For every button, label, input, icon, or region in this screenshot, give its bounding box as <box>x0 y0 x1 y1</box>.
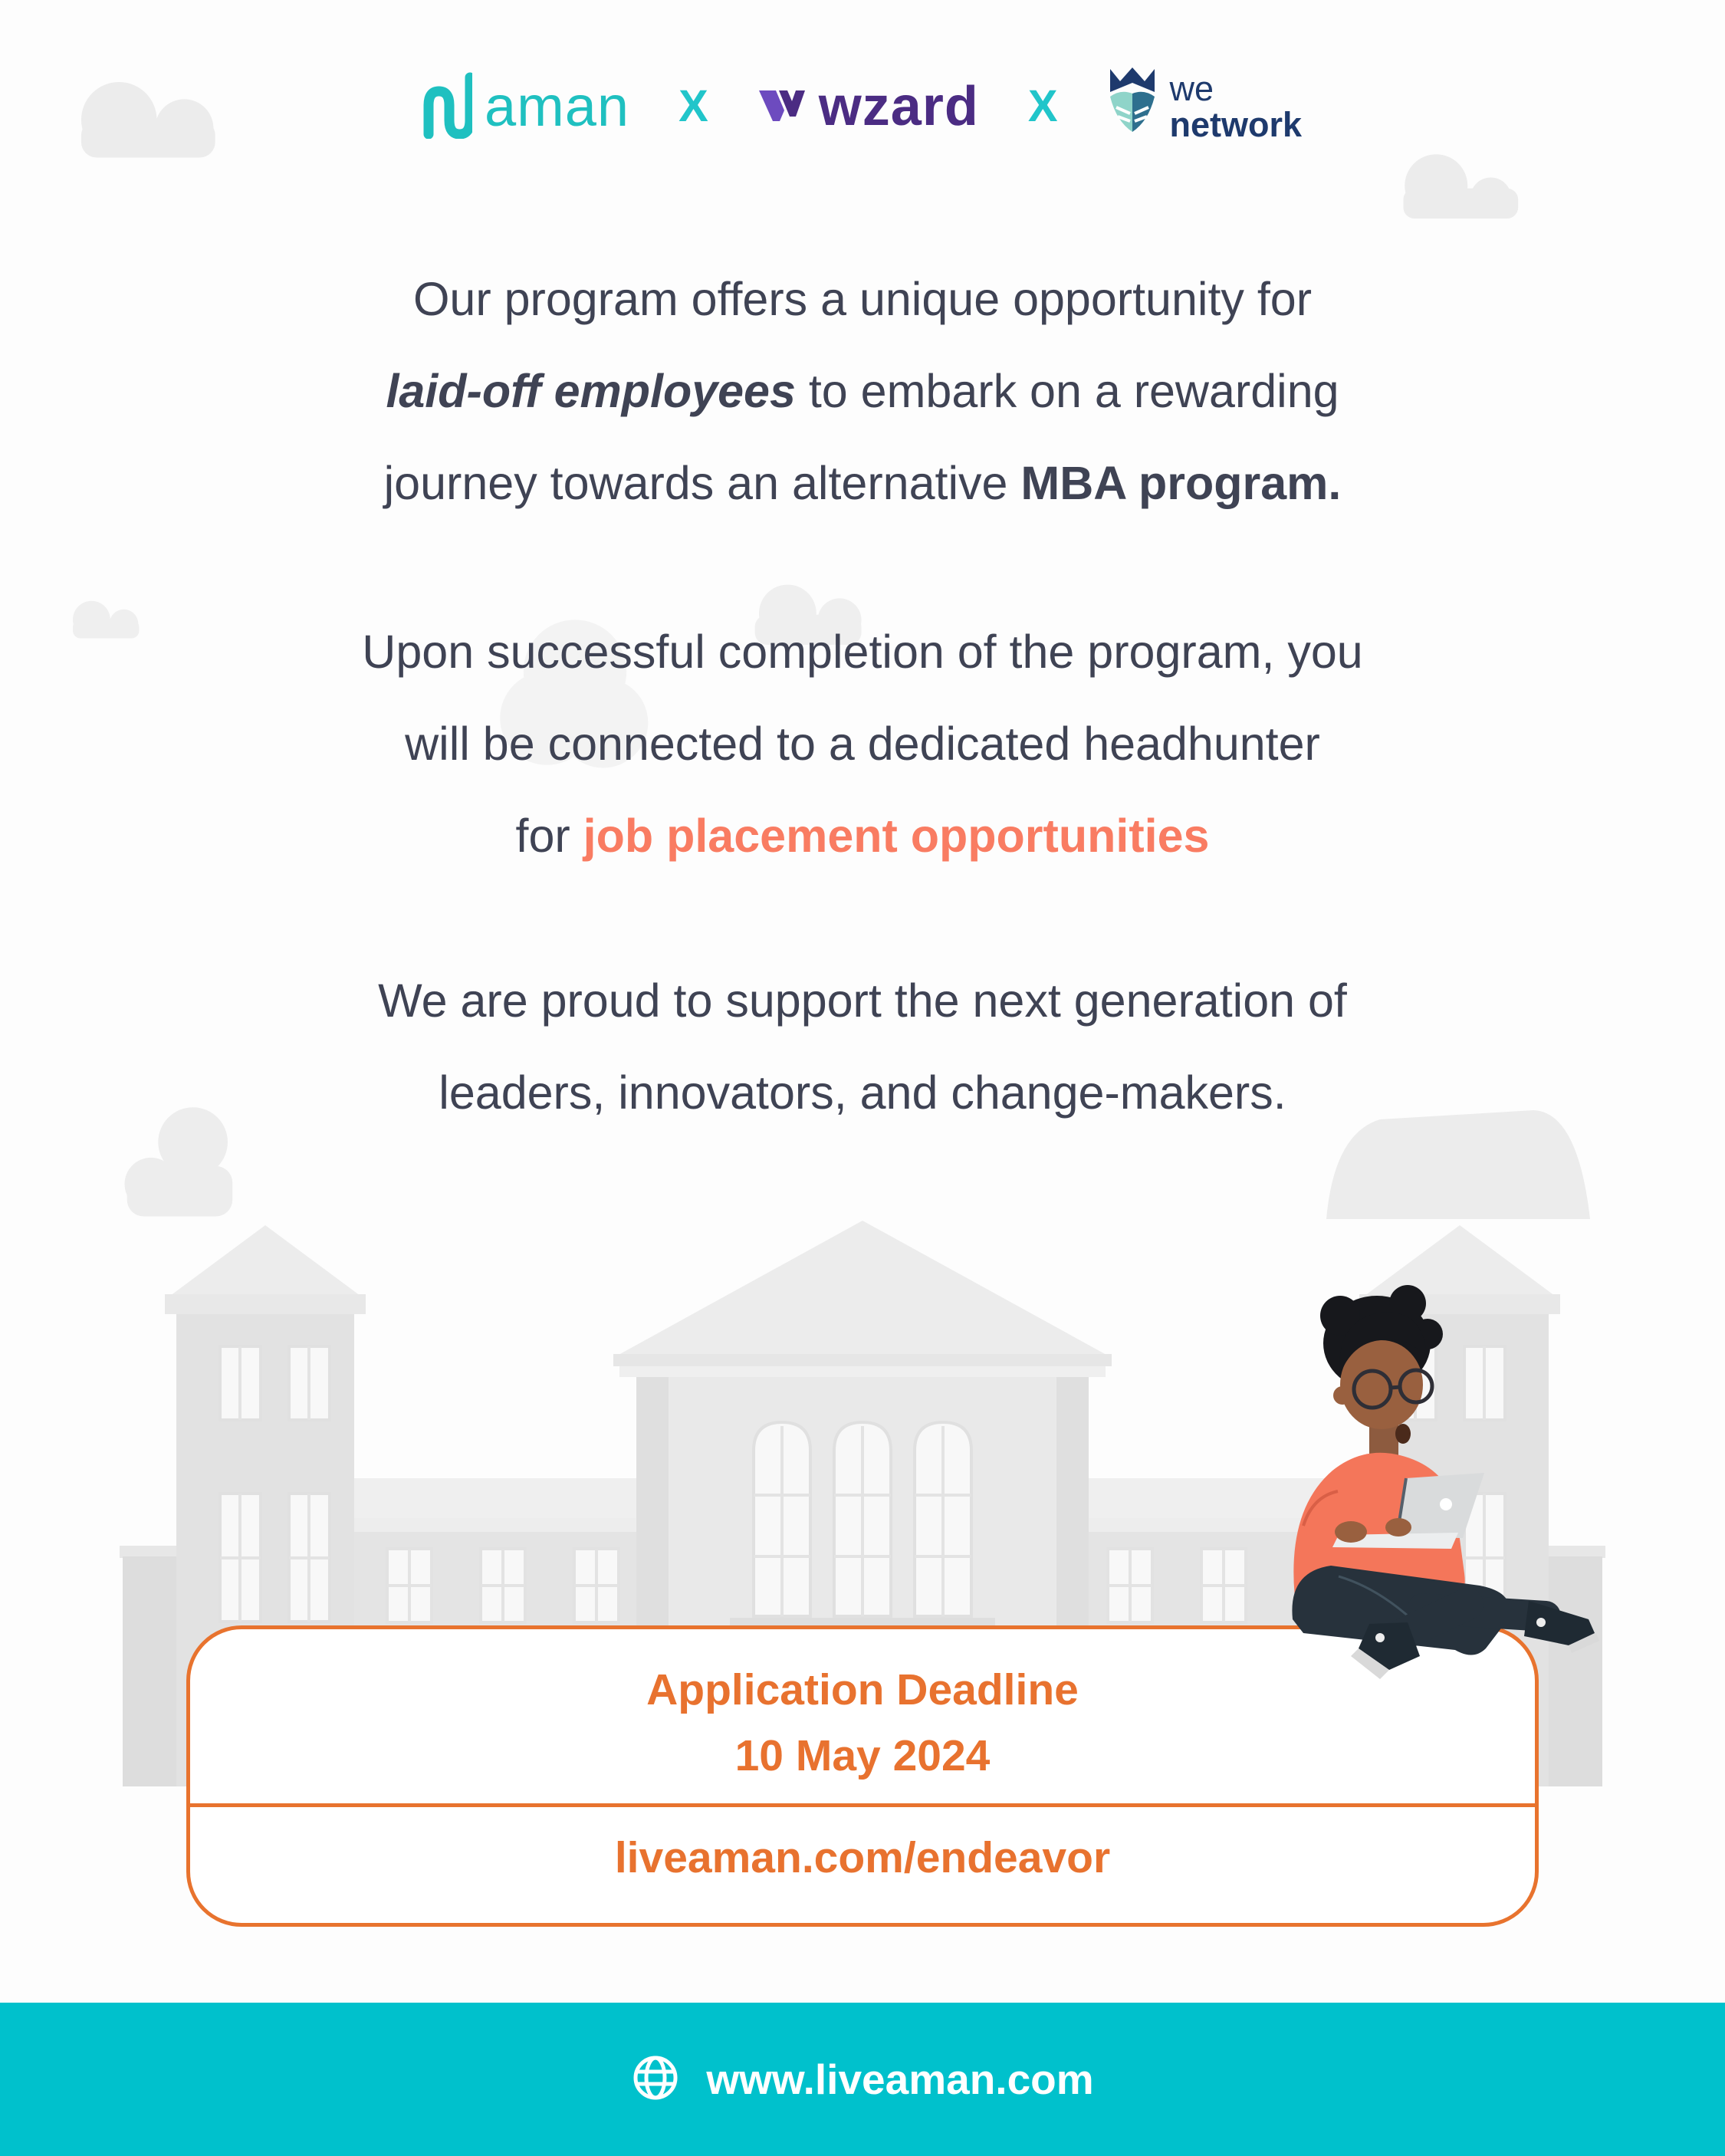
intro-paragraph-2: Upon successful completion of the program, you will be connected to a dedicated headhunter for job placement opportunities <box>362 626 1363 862</box>
aman-logo-text: aman <box>484 74 630 138</box>
wzard-logo-icon <box>757 80 807 133</box>
we-network-logo <box>1107 64 1303 148</box>
website-url[interactable]: www.liveaman.com <box>706 2056 1094 2103</box>
application-url-link[interactable]: liveaman.com/endeavor <box>614 1833 1111 1882</box>
we-network-logo-text: we network <box>1169 68 1303 144</box>
highlight-laid-off: laid-off employees <box>386 365 796 417</box>
footer-bar <box>0 2003 1725 2156</box>
wzard-logo-text: wzard <box>818 75 979 137</box>
aman-logo-icon <box>423 70 472 143</box>
deadline-title: Application Deadline <box>646 1665 1079 1714</box>
cloud <box>1394 140 1544 234</box>
aman-logo <box>423 70 629 143</box>
intro-paragraph-1: Our program offers a unique opportunity for laid-off employees to embark on a rewarding journey towards an alternative MBA program. <box>383 273 1342 509</box>
highlight-job-placement: job placement opportunities <box>583 810 1210 862</box>
person-illustration <box>1242 1265 1625 1683</box>
intro-paragraph-3: We are proud to support the next generation of leaders, innovators, and change-makers. <box>378 974 1347 1119</box>
highlight-mba: MBA program <box>1020 457 1329 509</box>
partner-separator: X <box>1027 81 1058 131</box>
deadline-date: 10 May 2024 <box>734 1731 991 1780</box>
globe-icon <box>631 2053 680 2106</box>
partner-logos <box>0 64 1725 148</box>
wzard-logo <box>757 75 979 138</box>
partner-separator: X <box>678 81 708 131</box>
we-network-logo-icon <box>1107 64 1158 148</box>
deadline-divider <box>186 1803 1539 1807</box>
